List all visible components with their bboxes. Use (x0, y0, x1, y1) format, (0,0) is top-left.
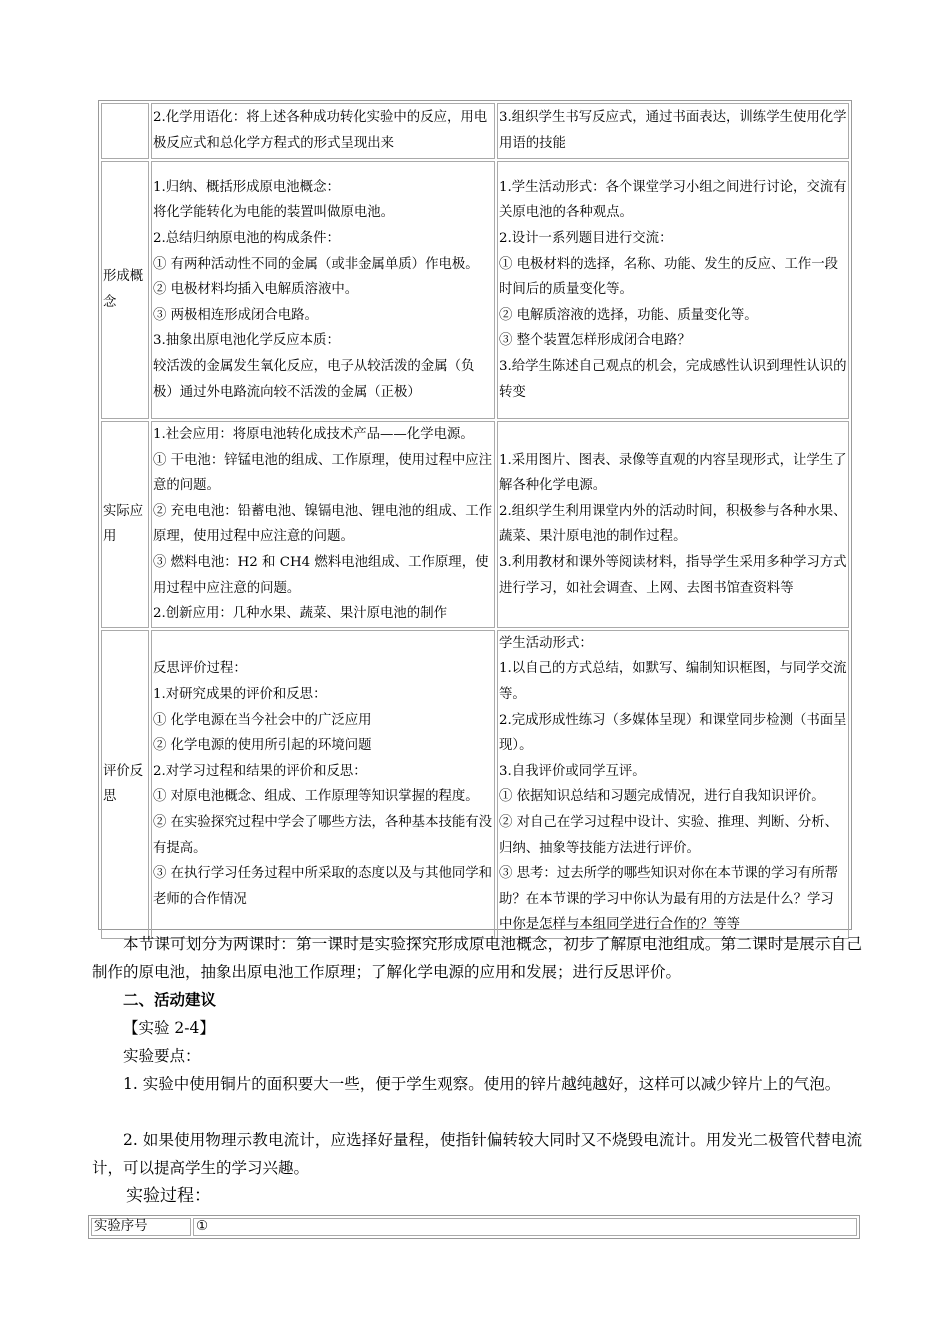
key-points-label: 实验要点： (123, 1047, 201, 1065)
experiment-number-header: 实验序号 (91, 1218, 191, 1236)
method-cell: 3.组织学生书写反应式，通过书面表达，训练学生使用化学用语的技能 (497, 103, 849, 159)
stage-cell: 形成概念 (101, 161, 149, 419)
stage-cell: 实际应用 (101, 421, 149, 628)
table-row (101, 161, 849, 419)
table-row (101, 421, 849, 628)
content-cell: 2.化学用语化：将上述各种成功转化实验中的反应，用电极反应式和总化学方程式的形式呈现出来 (151, 103, 495, 159)
experiment-title: 【实验 2-4】 (123, 1019, 215, 1037)
stage-cell: 评价反思 (101, 630, 149, 939)
method-cell: 学生活动形式： 1.以自己的方式总结，如默写、编制知识框图，与同学交流等。 2.完成形成性练习（多媒体呈现）和课堂同步检测（书面呈现）。 3.自我评价或同学互评。 ① 依据知识总结和习题完成情况，进行自我知识评价。 ② 对自己在学习过程中设计、实验、推理、判断、分析、归纳、抽象等技能方法进行评价。 ③ 思考：过去所学的哪些知识对你在本节课的学习有所帮助？在本节课的学习中你认为最有用的方法是什么？学习中你是怎样与本组同学进行合作的？等等 (497, 630, 849, 939)
content-cell: 1.社会应用：将原电池转化成技术产品——化学电源。 ① 干电池：锌锰电池的组成、工作原理，使用过程中应注意的问题。 ② 充电电池：铅蓄电池、镍镉电池、锂电池的组成、工作原理，使用过程中应注意的问题。 ③ 燃料电池：H2 和 CH4 燃料电池组成、工作原理，使用过程中应注意的问题。 2.创新应用：几种水果、蔬菜、果汁原电池的制作 (151, 421, 495, 628)
table-row (101, 630, 849, 939)
stage-cell (101, 103, 149, 159)
content-cell: 反思评价过程： 1.对研究成果的评价和反思： ① 化学电源在当今社会中的广泛应用 ② 化学电源的使用所引起的环境问题 2.对学习过程和结果的评价和反思： ① 对原电池概念、组成、工作原理等知识掌握的程度。 ② 在实验探究过程中学会了哪些方法，各种基本技能有没有提高。 ③ 在执行学习任务过程中所采取的态度以及与其他同学和老师的合作情况 (151, 630, 495, 939)
key-point-1: 1. 实验中使用铜片的面积要大一些，便于学生观察。使用的锌片越纯越好，这样可以减少锌片上的气泡。 (123, 1075, 841, 1093)
lesson-plan-table (98, 100, 852, 933)
key-point-2: 2. 如果使用物理示教电流计，应选择好量程，使指针偏转较大同时又不烧毁电流计。用发光二极管代替电流计，可以提高学生的学习兴趣。 (92, 1131, 862, 1177)
lesson-summary: 本节课可划分为两课时：第一课时是实验探究形成原电池概念，初步了解原电池组成。第二课时是展示自己制作的原电池，抽象出原电池工作原理；了解化学电源的应用和发展；进行反思评价。 (92, 935, 862, 981)
table-row (101, 103, 849, 159)
method-cell: 1.学生活动形式：各个课堂学习小组之间进行讨论，交流有关原电池的各种观点。 2.设计一系列题目进行交流： ① 电极材料的选择，名称、功能、发生的反应、工作一段时间后的质量变化等。 ② 电解质溶液的选择，功能、质量变化等。 ③ 整个装置怎样形成闭合电路？ 3.给学生陈述自己观点的机会，完成感性认识到理性认识的转变 (497, 161, 849, 419)
method-cell: 1.采用图片、图表、录像等直观的内容呈现形式，让学生了解各种化学电源。 2.组织学生利用课堂内外的活动时间，积极参与各种水果、蔬菜、果汁原电池的制作过程。 3.利用教材和课外等阅读材料，指导学生采用多种学习方式进行学习，如社会调查、上网、去图书馆查资料等 (497, 421, 849, 628)
experiment-table (88, 1215, 860, 1239)
table-row (91, 1218, 857, 1236)
experiment-number-1: ① (193, 1218, 857, 1236)
process-label: 实验过程： (126, 1186, 211, 1206)
section-heading: 二、活动建议 (123, 990, 217, 1009)
content-cell: 1.归纳、概括形成原电池概念： 将化学能转化为电能的装置叫做原电池。 2.总结归纳原电池的构成条件： ① 有两种活动性不同的金属（或非金属单质）作电极。 ② 电极材料均插入电解质溶液中。 ③ 两极相连形成闭合电路。 3.抽象出原电池化学反应本质： 较活泼的金属发生氧化反应，电子从较活泼的金属（负极）通过外电路流向较不活泼的金属（正极） (151, 161, 495, 419)
